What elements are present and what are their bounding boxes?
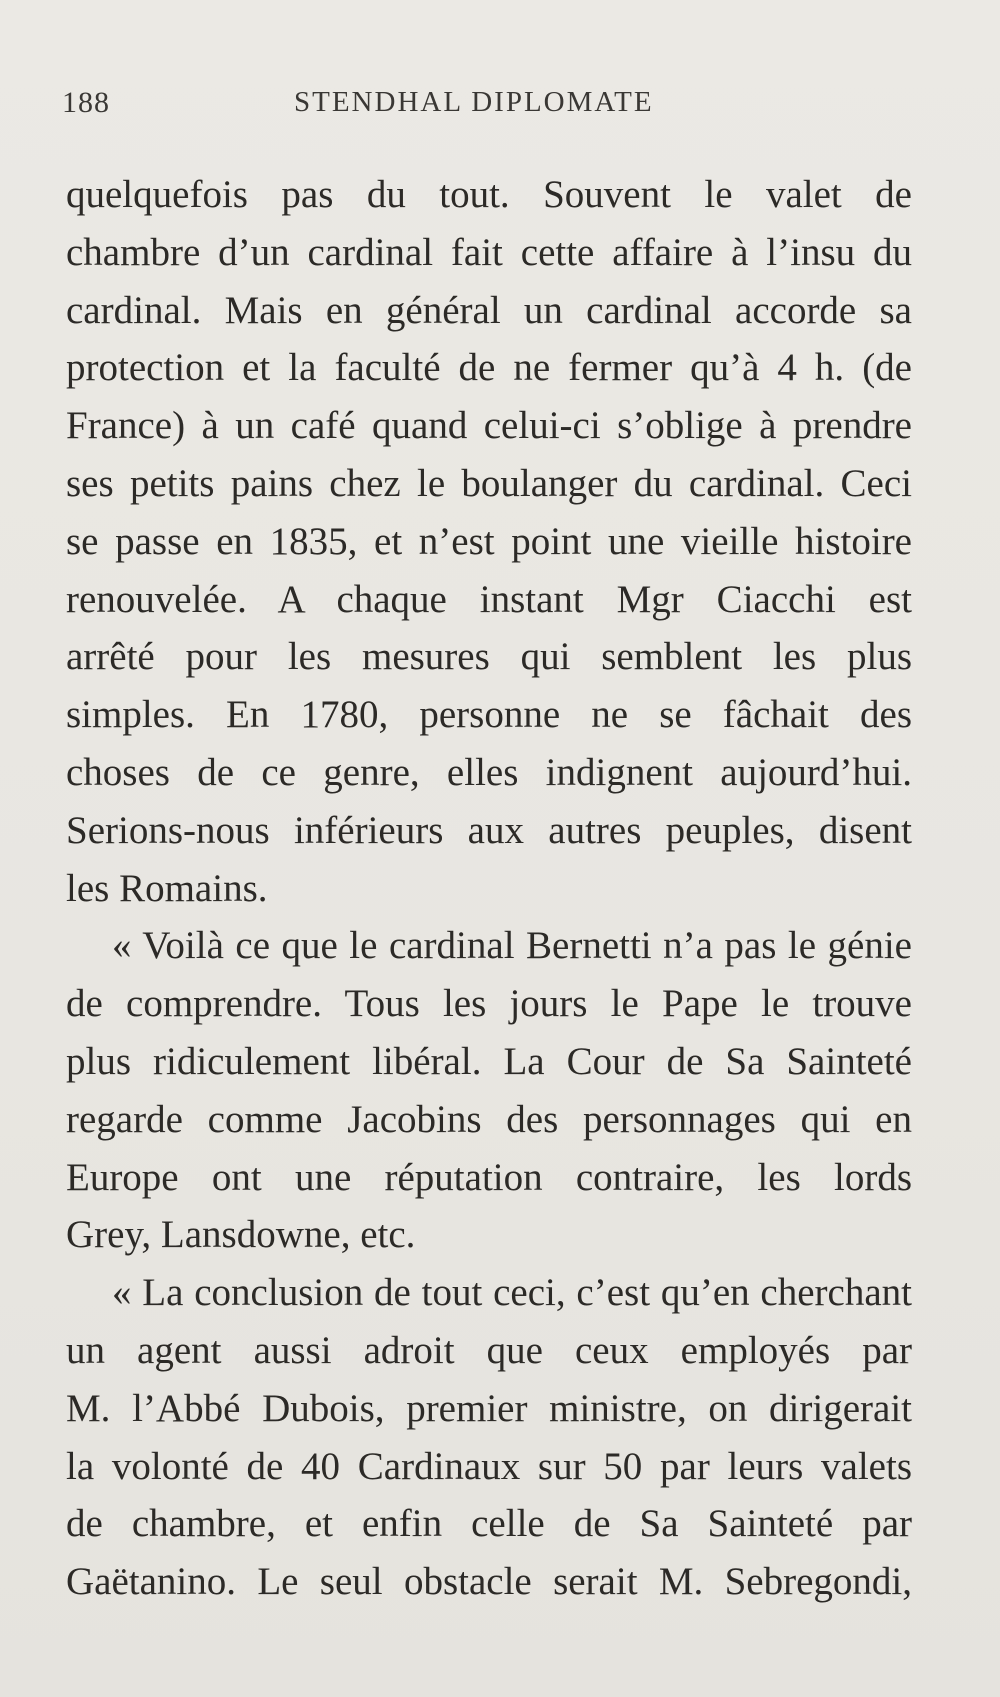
text-line: M. l’Abbé Dubois, premier ministre, on dirigerait [66,1386,912,1430]
text-line: renouvelée. A chaque instant Mgr Ciacchi est [66,577,912,621]
text-line: quelquefois pas du tout. Souvent le valet de [66,173,912,216]
text-line: protection et la faculté de ne fermer qu’à 4 h. (de [66,346,912,390]
text-line: regarde comme Jacobins des personnages qui en [66,1097,912,1141]
text-line: Grey, Lansdowne, etc. [66,1213,416,1257]
text-line: un agent aussi adroit que ceux employés par [66,1328,912,1372]
running-title: STENDHAL DIPLOMATE [294,86,654,118]
text-line: arrêté pour les mesures qui semblent les plus [66,635,912,679]
body-text [66,166,912,1611]
text-line: les Romains. [66,866,268,910]
text-line: Gaëtanino. Le seul obstacle serait M. Sebregondi, [66,1560,912,1604]
text-line: ses petits pains chez le boulanger du cardinal. Ceci [66,461,912,505]
text-line: chambre d’un cardinal fait cette affaire à l’insu du [66,230,912,274]
page-header [62,86,902,126]
text-line: se passe en 1835, et n’est point une vieille histoire [66,519,912,563]
paragraph-2 [66,917,912,1264]
paragraph-1 [66,166,912,917]
text-line: Serions-nous inférieurs aux autres peuples, disent [66,808,912,852]
text-line: Europe ont une réputation contraire, les lords [66,1155,912,1199]
text-line: choses de ce genre, elles indignent aujourd’hui. [66,750,912,794]
text-line: la volonté de 40 Cardinaux sur 50 par leurs valets [66,1444,912,1488]
text-line: « La conclusion de tout ceci, c’est qu’en cherchant [112,1271,912,1315]
text-line: de comprendre. Tous les jours le Pape le trouve [66,982,912,1026]
page-number: 188 [62,86,110,119]
text-line: plus ridiculement libéral. La Cour de Sa Sainteté [66,1039,912,1083]
text-line: « Voilà ce que le cardinal Bernetti n’a pas le génie [112,924,912,968]
paragraph-3 [66,1264,912,1611]
text-line: France) à un café quand celui-ci s’oblige à prendre [66,404,912,448]
text-line: cardinal. Mais en général un cardinal accorde sa [66,288,912,332]
text-line: simples. En 1780, personne ne se fâchait des [66,693,912,737]
text-line: de chambre, et enfin celle de Sa Sainteté par [66,1502,912,1546]
